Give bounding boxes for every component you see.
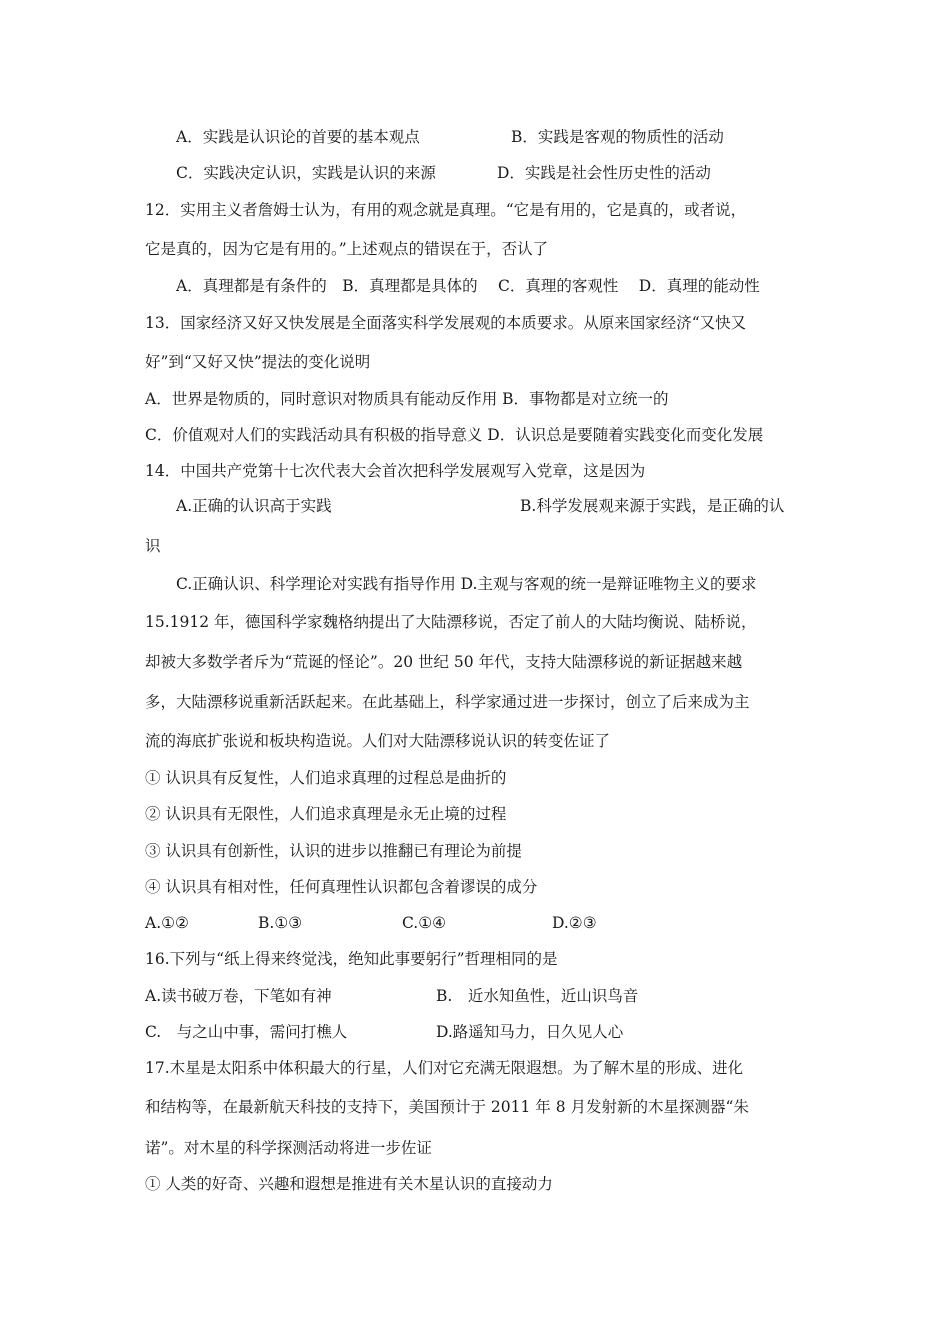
q14-options-cd: C.正确认识、科学理论对实践有指导作用 D.主观与客观的统一是辩证唯物主义的要求 [176, 575, 757, 593]
q17-stem-line1: 17.木星是太阳系中体积最大的行星，人们对它充满无限遐想。为了解木星的形成、进化 [145, 1059, 744, 1077]
q15-option-c: C.①④ [402, 914, 447, 932]
q14-stem: 14．中国共产党第十七次代表大会首次把科学发展观写入党章，这是因为 [145, 462, 646, 480]
q13-stem-line1: 13．国家经济又好又快发展是全面落实科学发展观的本质要求。从原来国家经济“又快又 [145, 314, 747, 332]
q16-option-b: B. 近水知鱼性，近山识鸟音 [436, 987, 639, 1005]
q12-stem-line2: 它是真的，因为它是有用的。”上述观点的错误在于，否认了 [145, 240, 549, 258]
q13-options-cd: C．价值观对人们的实践活动具有积极的指导意义 D．认识总是要随着实践变化而变化发展 [145, 426, 764, 444]
q15-stem-line3: 多，大陆漂移说重新活跃起来。在此基础上，科学家通过进一步探讨，创立了后来成为主 [145, 693, 750, 711]
q16-option-a: A.读书破万卷，下笔如有神 [145, 987, 332, 1005]
q12-stem-line1: 12．实用主义者詹姆士认为，有用的观念就是真理。“它是有用的，它是真的，或者说， [145, 201, 747, 219]
q11-option-a: A．实践是认识论的首要的基本观点 [176, 128, 420, 146]
q11-option-c: C．实践决定认识，实践是认识的来源 [176, 164, 436, 182]
q15-stem-line4: 流的海底扩张说和板块构造说。人们对大陆漂移说认识的转变佐证了 [145, 732, 611, 750]
q14-option-b-continued: 识 [145, 537, 161, 555]
q12-options: A．真理都是有条件的 B．真理都是具体的 C．真理的客观性 D．真理的能动性 [176, 277, 760, 295]
q15-stem-line1: 15.1912 年，德国科学家魏格纳提出了大陆漂移说，否定了前人的大陆均衡说、陆桥说， [145, 613, 757, 631]
q14-option-a: A.正确的认识高于实践 [176, 497, 332, 515]
q16-option-d: D.路遥知马力，日久见人心 [436, 1023, 624, 1041]
q15-option-a: A.①② [145, 914, 189, 932]
q17-stem-line2: 和结构等，在最新航天科技的支持下，美国预计于 2011 年 8 月发射新的木星探测器“朱 [145, 1098, 749, 1116]
q17-item-1: ① 人类的好奇、兴趣和遐想是推进有关木星认识的直接动力 [145, 1175, 553, 1193]
q16-stem: 16.下列与“纸上得来终觉浅，绝知此事要躬行”哲理相同的是 [145, 950, 558, 968]
q15-item-1: ① 认识具有反复性，人们追求真理的过程总是曲折的 [145, 769, 507, 787]
q13-stem-line2: 好”到“又好又快”提法的变化说明 [145, 353, 371, 371]
q17-stem-line3: 诺”。对木星的科学探测活动将进一步佐证 [145, 1139, 432, 1157]
q15-item-3: ③ 认识具有创新性，认识的进步以推翻已有理论为前提 [145, 842, 522, 860]
q16-option-c: C. 与之山中事，需问打樵人 [145, 1023, 348, 1041]
q11-option-b: B．实践是客观的物质性的活动 [511, 128, 724, 146]
q15-item-4: ④ 认识具有相对性，任何真理性认识都包含着谬误的成分 [145, 878, 538, 896]
q14-option-b: B.科学发展观来源于实践，是正确的认 [520, 497, 785, 515]
q15-option-d: D.②③ [552, 914, 597, 932]
q11-option-d: D．实践是社会性历史性的活动 [497, 164, 711, 182]
q13-options-ab: A．世界是物质的，同时意识对物质具有能动反作用 B．事物都是对立统一的 [145, 390, 669, 408]
q15-option-b: B.①③ [258, 914, 303, 932]
q15-stem-line2: 却被大多数学者斥为“荒诞的怪论”。20 世纪 50 年代，支持大陆漂移说的新证据越来越 [145, 653, 743, 671]
q15-item-2: ② 认识具有无限性，人们追求真理是永无止境的过程 [145, 805, 507, 823]
